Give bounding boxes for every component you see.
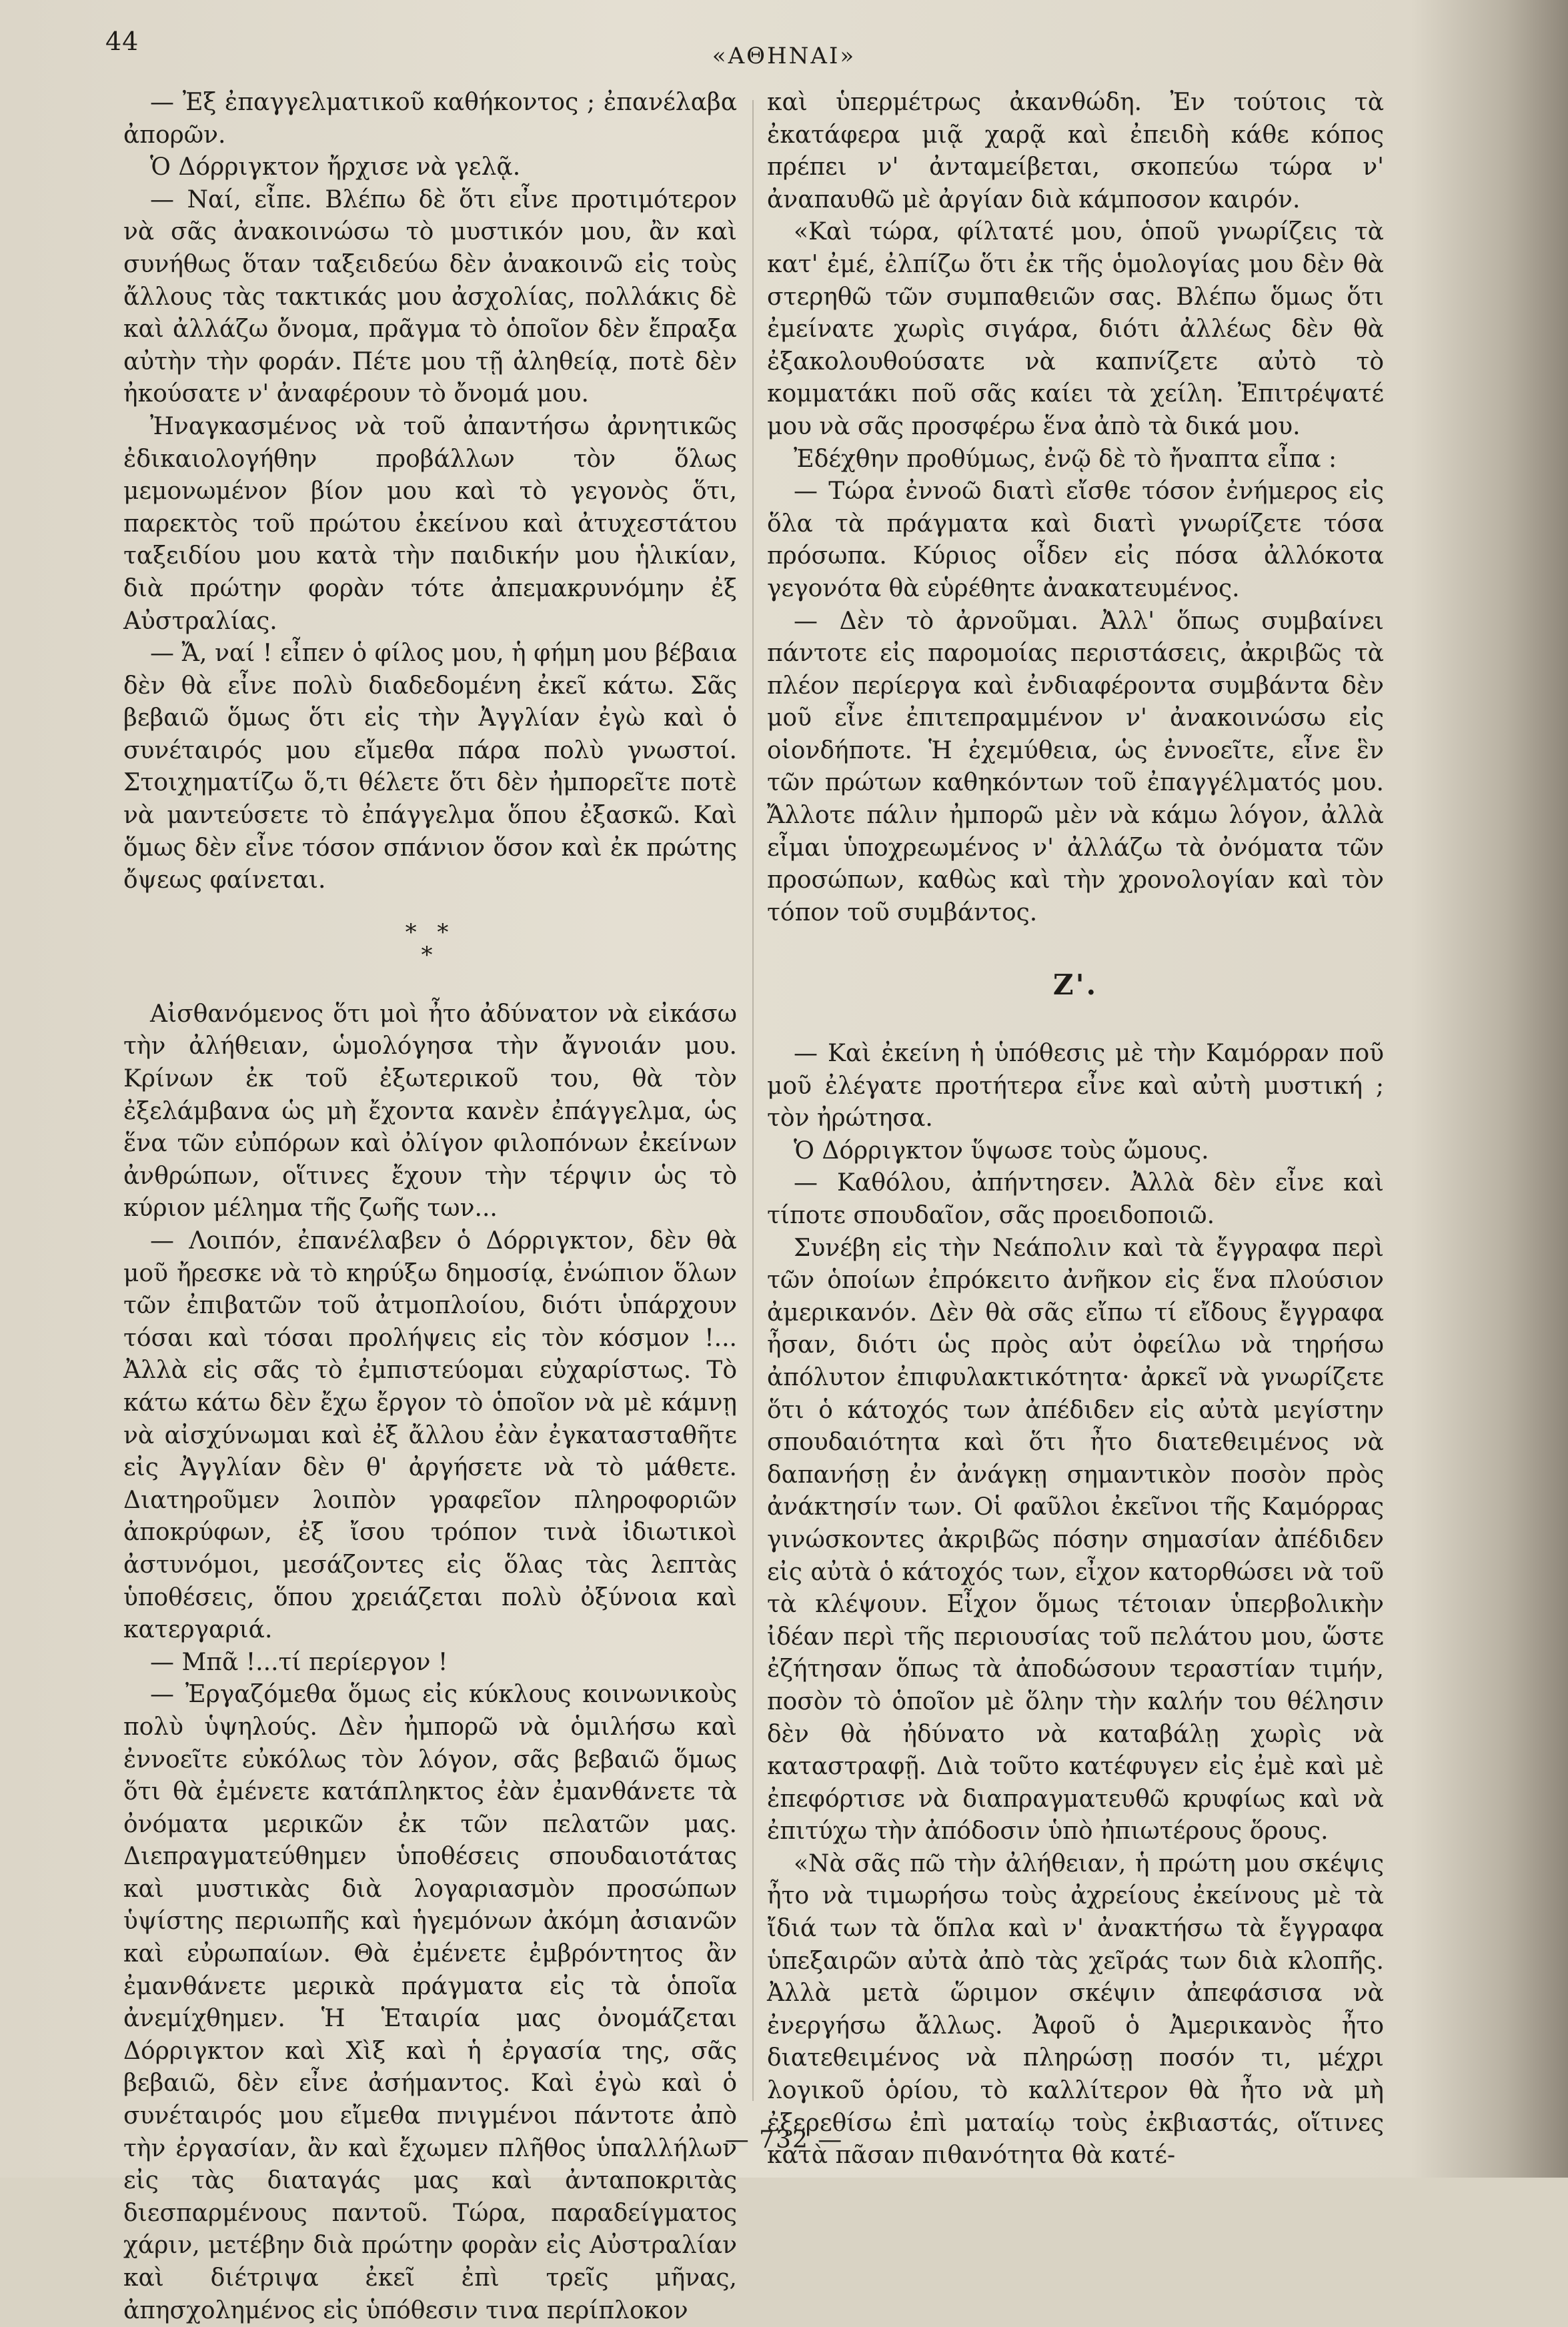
paragraph: καὶ ὑπερμέτρως ἀκανθώδη. Ἐν τούτοις τὰ ἐκατάφερα μιᾷ χαρᾷ καὶ ἐπειδὴ κάθε κόπος πρέπει ν' ἀνταμείβεται, σκοπεύω τώρα ν' ἀναπαυθῶ μὲ ἀργίαν διὰ κάμποσον καιρόν. xyxy=(767,89,1384,213)
page-footer-number: — 732 — xyxy=(724,2126,844,2154)
paragraph: Ὁ Δόρριγκτον ἤρχισε νὰ γελᾷ. xyxy=(150,153,521,181)
section-heading: Ζ'. xyxy=(1052,968,1098,1002)
paragraph: — Τώρα ἐννοῶ διατὶ εἴσθε τόσον ἐνήμερος εἰς ὅλα τὰ πράγματα καὶ διατὶ γνωρίζετε τόσα πρόσωπα. Κύριος οἶδεν εἰς πόσα ἀλλόκοτα γεγονότα θὰ εὑρέθητε ἀνακατευμένος. xyxy=(767,478,1384,602)
paragraph: — Δὲν τὸ ἀρνοῦμαι. Ἀλλ' ὅπως συμβαίνει πάντοτε εἰς παρομοίας περιστάσεις, ἀκριβῶς τὰ πλέον περίεργα καὶ ἐνδιαφέροντα συμβάντα δὲν μοῦ εἶνε ἐπιτεπραμμένον ν' ἀνακοινώσω εἰς οἱονδήποτε. Ἡ ἐχεμύθεια, ὡς ἐννοεῖτε, εἶνε ἓν τῶν πρώτων καθηκόντων τοῦ ἐπαγγέλματός μου. Ἄλλοτε πάλιν ἠμπορῶ μὲν νὰ κάμω λόγον, ἀλλὰ εἶμαι ὑποχρεωμένος ν' ἀλλάζω τὰ ὀνόματα τῶν προσώπων, καθὼς καὶ τὴν χρονολογίαν καὶ τὸν τόπον τοῦ συμβάντος. xyxy=(767,607,1384,926)
paragraph: — Μπᾶ !...τί περίεργον ! xyxy=(150,1648,448,1676)
paragraph: «Καὶ τώρα, φίλτατέ μου, ὁποῦ γνωρίζεις τὰ κατ' ἐμέ, ἐλπίζω ὅτι ἐκ τῆς ὁμολογίας μου δὲν θὰ στερηθῶ τῶν συμπαθειῶν σας. Βλέπω ὅμως ὅτι ἐμείνατε χωρὶς σιγάρα, διότι ἀλλέως δὲν θὰ ἐξακολουθούσατε νὰ καπνίζετε αὐτὸ τὸ κομματάκι ποῦ σᾶς καίει τὰ χείλη. Ἐπιτρέψατέ μου νὰ σᾶς προσφέρω ἕνα ἀπὸ τὰ δικά μου. xyxy=(767,218,1384,440)
right-column xyxy=(767,87,1384,2172)
asterism xyxy=(123,918,737,968)
paragraph: «Νὰ σᾶς πῶ τὴν ἀλήθειαν, ἡ πρώτη μου σκέψις ἦτο νὰ τιμωρήσω τοὺς ἀχρείους ἐκείνους μὲ τὰ ἴδιά των τὰ ὅπλα καὶ ν' ἀνακτήσω τὰ ἔγγραφα ὑπεξαιρῶν αὐτὰ ἀπὸ τὰς χεῖράς των διὰ κλοπῆς. Ἀλλὰ μετὰ ὥριμον σκέψιν ἀπεφάσισα νὰ ἐνεργήσω ἄλλως. Ἀφοῦ ὁ Ἀμερικανὸς ἦτο διατεθειμένος νὰ πληρώσῃ ποσόν τι, μέχρι λογικοῦ ὁρίου, τὸ καλλίτερον θὰ ἦτο νὰ μὴ ἐξερεθίσω ἐπὶ ματαίῳ τοὺς ἐκβιαστάς, οἵτινες κατὰ πᾶσαν πιθανότητα θὰ κατέ- xyxy=(767,1849,1384,2170)
running-head: «ΑΘΗΝΑΙ» xyxy=(712,43,856,69)
paragraph: Ὁ Δόρριγκτον ὕψωσε τοὺς ὤμους. xyxy=(794,1136,1209,1165)
asterism-top: * * xyxy=(405,918,456,946)
paragraph: — Καθόλου, ἀπήντησεν. Ἀλλὰ δὲν εἶνε καὶ τίποτε σπουδαῖον, σᾶς προειδοποιῶ. xyxy=(767,1169,1384,1229)
paragraph: — Ναί, εἶπε. Βλέπω δὲ ὅτι εἶνε προτιμότερον νὰ σᾶς ἀνακοινώσω τὸ μυστικόν μου, ἂν καὶ συνήθως ὅταν ταξειδεύω δὲν ἀνακοινῶ εἰς τοὺς ἄλλους τὰς τακτικάς μου ἀσχολίας, πολλάκις δὲ καὶ ἀλλάζω ὄνομα, πρᾶγμα τὸ ὁποῖον δὲν ἔπραξα αὐτὴν τὴν φοράν. Πέτε μου τῇ ἀληθείᾳ, ποτὲ δὲν ἠκούσατε ν' ἀναφέρουν τὸ ὄνομά μου. xyxy=(123,185,737,408)
paragraph: Αἰσθανόμενος ὅτι μοὶ ἦτο ἀδύνατον νὰ εἰκάσω τὴν ἀλήθειαν, ὡμολόγησα τὴν ἄγνοιάν μου. Κρίνων ἐκ τοῦ ἐξωτερικοῦ του, θὰ τὸν ἐξελάμβανα ὡς μὴ ἔχοντα κανὲν ἐπάγγελμα, ὡς ἕνα τῶν εὐπόρων καὶ ὀλίγον φιλοπόνων ἐκείνων ἀνθρώπων, οἵτινες ἔχουν τὴν τέρψιν ὡς τὸ κύριον μέλημα τῆς ζωῆς των... xyxy=(123,1000,737,1223)
paragraph: — Καὶ ἐκείνη ἡ ὑπόθεσις μὲ τὴν Καμόρραν ποῦ μοῦ ἐλέγατε προτήτερα εἶνε καὶ αὐτὴ μυστική ; τὸν ἠρώτησα. xyxy=(767,1040,1384,1132)
left-column xyxy=(123,87,737,2327)
paragraph: — Ἄ, ναί ! εἶπεν ὁ φίλος μου, ἡ φήμη μου βέβαια δὲν θὰ εἶνε πολὺ διαδεδομένη ἐκεῖ κάτω. Σᾶς βεβαιῶ ὅμως ὅτι εἰς τὴν Ἀγγλίαν ἐγὼ καὶ ὁ συνέταιρός μου εἴμεθα πάρα πολὺ γνωστοί. Στοιχηματίζω ὅ,τι θέλετε ὅτι δὲν ἠμπορεῖτε ποτὲ νὰ μαντεύσετε τὸ ἐπάγγελμα ὅπου ἐξασκῶ. Καὶ ὅμως δὲν εἶνε τόσον σπάνιον ὅσον καὶ ἐκ πρώτης ὄψεως φαίνεται. xyxy=(123,640,737,894)
paragraph: Ἠναγκασμένος νὰ τοῦ ἀπαντήσω ἀρνητικῶς ἐδικαιολογήθην προβάλλων τὸν ὅλως μεμονωμένον βίον μου καὶ τὸ γεγονὸς ὅτι, παρεκτὸς τοῦ πρώτου ἐκείνου καὶ ἀτυχεστάτου ταξειδίου μου κατὰ τὴν παιδικήν μου ἡλικίαν, διὰ πρώτην φορὰν τότε ἀπεμακρυνόμην ἐξ Αὐστραλίας. xyxy=(123,412,737,635)
page-number: 44 xyxy=(105,27,139,56)
paragraph: — Λοιπόν, ἐπανέλαβεν ὁ Δόρριγκτον, δὲν θὰ μοῦ ἤρεσκε νὰ τὸ κηρύξω δημοσίᾳ, ἐνώπιον ὅλων τῶν ἐπιβατῶν τοῦ ἀτμοπλοίου, διότι ὑπάρχουν τόσαι καὶ τόσαι προλήψεις εἰς τὸν κόσμον !... Ἀλλὰ εἰς σᾶς τὸ ἐμπιστεύομαι εὐχαρίστως. Τὸ κάτω κάτω δὲν ἔχω ἔργον τὸ ὁποῖον νὰ μὲ κάμνῃ νὰ αἰσχύνωμαι καὶ ἐξ ἄλλου ἐὰν ἐγκατασταθῆτε εἰς Ἀγγλίαν δὲν θ' ἀργήσετε νὰ τὸ μάθετε. Διατηροῦμεν λοιπὸν γραφεῖον πληροφοριῶν ἀποκρύφων, ἐξ ἴσου τρόπον τινὰ ἰδιωτικοὶ ἀστυνόμοι, μεσάζοντες εἰς ὅλας τὰς λεπτὰς ὑποθέσεις, ὅπου χρειάζεται πολὺ ὀξύνοια καὶ κατεργαριά. xyxy=(123,1227,737,1644)
paragraph: — Ἐξ ἐπαγγελματικοῦ καθήκοντος ; ἐπανέλαβα ἀπορῶν. xyxy=(123,89,737,149)
paragraph: Συνέβη εἰς τὴν Νεάπολιν καὶ τὰ ἔγγραφα περὶ τῶν ὁποίων ἐπρόκειτο ἀνῆκον εἰς ἕνα πλούσιον ἀμερικανόν. Δὲν θὰ σᾶς εἴπω τί εἴδους ἔγγραφα ἦσαν, διότι ὡς πρὸς αὐτ ὀφείλω νὰ τηρήσω ἀπόλυτον ἐπιφυλακτικότητα· ἀρκεῖ νὰ γνωρίζετε ὅτι ὁ κάτοχός των ἀπέδιδεν εἰς αὐτὰ μεγίστην σπουδαιότητα καὶ ὅτι ἦτο διατεθειμένος νὰ δαπανήσῃ ἐν ἀνάγκῃ σημαντικὸν ποσὸν πρὸς ἀνάκτησίν των. Οἱ φαῦλοι ἐκεῖνοι τῆς Καμόρρας γινώσκοντες ἀκριβῶς πόσην σημασίαν ἀπέδιδεν εἰς αὐτὰ ὁ κάτοχός των, εἶχον κατορθώσει νὰ τοῦ τὰ κλέψουν. Εἶχον ὅμως τέτοιαν ὑπερβολικὴν ἰδέαν περὶ τῆς περιουσίας τοῦ πελάτου μου, ὥστε ἐζήτησαν ὅπως τὰ ἀποδώσουν τεραστίαν τιμήν, ποσὸν τὸ ὁποῖον μὲ ὅλην τὴν καλήν του θέλησιν δὲν θὰ ἠδύνατο νὰ καταβάλῃ χωρὶς νὰ καταστραφῇ. Διὰ τοῦτο κατέφυγεν εἰς ἐμὲ καὶ μὲ ἐπεφόρτισε νὰ διαπραγματευθῶ κρυφίως καὶ νὰ ἐπιτύχω τὴν ἀπόδοσιν ὑπὸ ἠπιωτέρους ὅρους. xyxy=(767,1234,1384,1845)
asterism-bottom: * xyxy=(421,941,440,968)
column-divider xyxy=(752,100,754,2101)
paragraph: — Ἐργαζόμεθα ὅμως εἰς κύκλους κοινωνικοὺς πολὺ ὑψηλούς. Δὲν ἠμπορῶ νὰ ὁμιλήσω καὶ ἐννοεῖτε εὐκόλως τὸν λόγον, σᾶς βεβαιῶ ὅμως ὅτι θὰ ἐμένετε κατάπληκτος ἐὰν ἐμανθάνετε τὰ ὀνόματα μερικῶν ἐκ τῶν πελατῶν μας. Διεπραγματεύθημεν ὑποθέσεις σπουδαιοτάτας καὶ μυστικὰς διὰ λογαριασμὸν προσώπων ὑψίστης περιωπῆς καὶ ἡγεμόνων ἀκόμη ἀσιανῶν καὶ εὐρωπαίων. Θὰ ἐμένετε ἐμβρόντητος ἂν ἐμανθάνετε μερικὰ πράγματα εἰς τὰ ὁποῖα ἀνεμίχθημεν. Ἡ Ἑταιρία μας ὀνομάζεται Δόρριγκτον καὶ Χὶξ καὶ ἡ ἐργασία της, σᾶς βεβαιῶ, δὲν εἶνε ἀσήμαντος. Καὶ ἐγὼ καὶ ὁ συνέταιρός μου εἴμεθα πνιγμένοι πάντοτε ἀπὸ τὴν ἐργασίαν, ἂν καὶ ἔχωμεν πλῆθος ὑπαλλήλων εἰς τὰς διαταγάς μας καὶ ἀνταποκριτὰς διεσπαρμένους παντοῦ. Τώρα, παραδείγματος χάριν, μετέβην διὰ πρώτην φορὰν εἰς Αὐστραλίαν καὶ διέτριψα ἐκεῖ ἐπὶ τρεῖς μῆνας, ἀπησχολημένος εἰς ὑπόθεσιν τινα περίπλοκον xyxy=(123,1681,737,2324)
paragraph: Ἐδέχθην προθύμως, ἐνῷ δὲ τὸ ἤναπτα εἶπα : xyxy=(794,445,1337,473)
